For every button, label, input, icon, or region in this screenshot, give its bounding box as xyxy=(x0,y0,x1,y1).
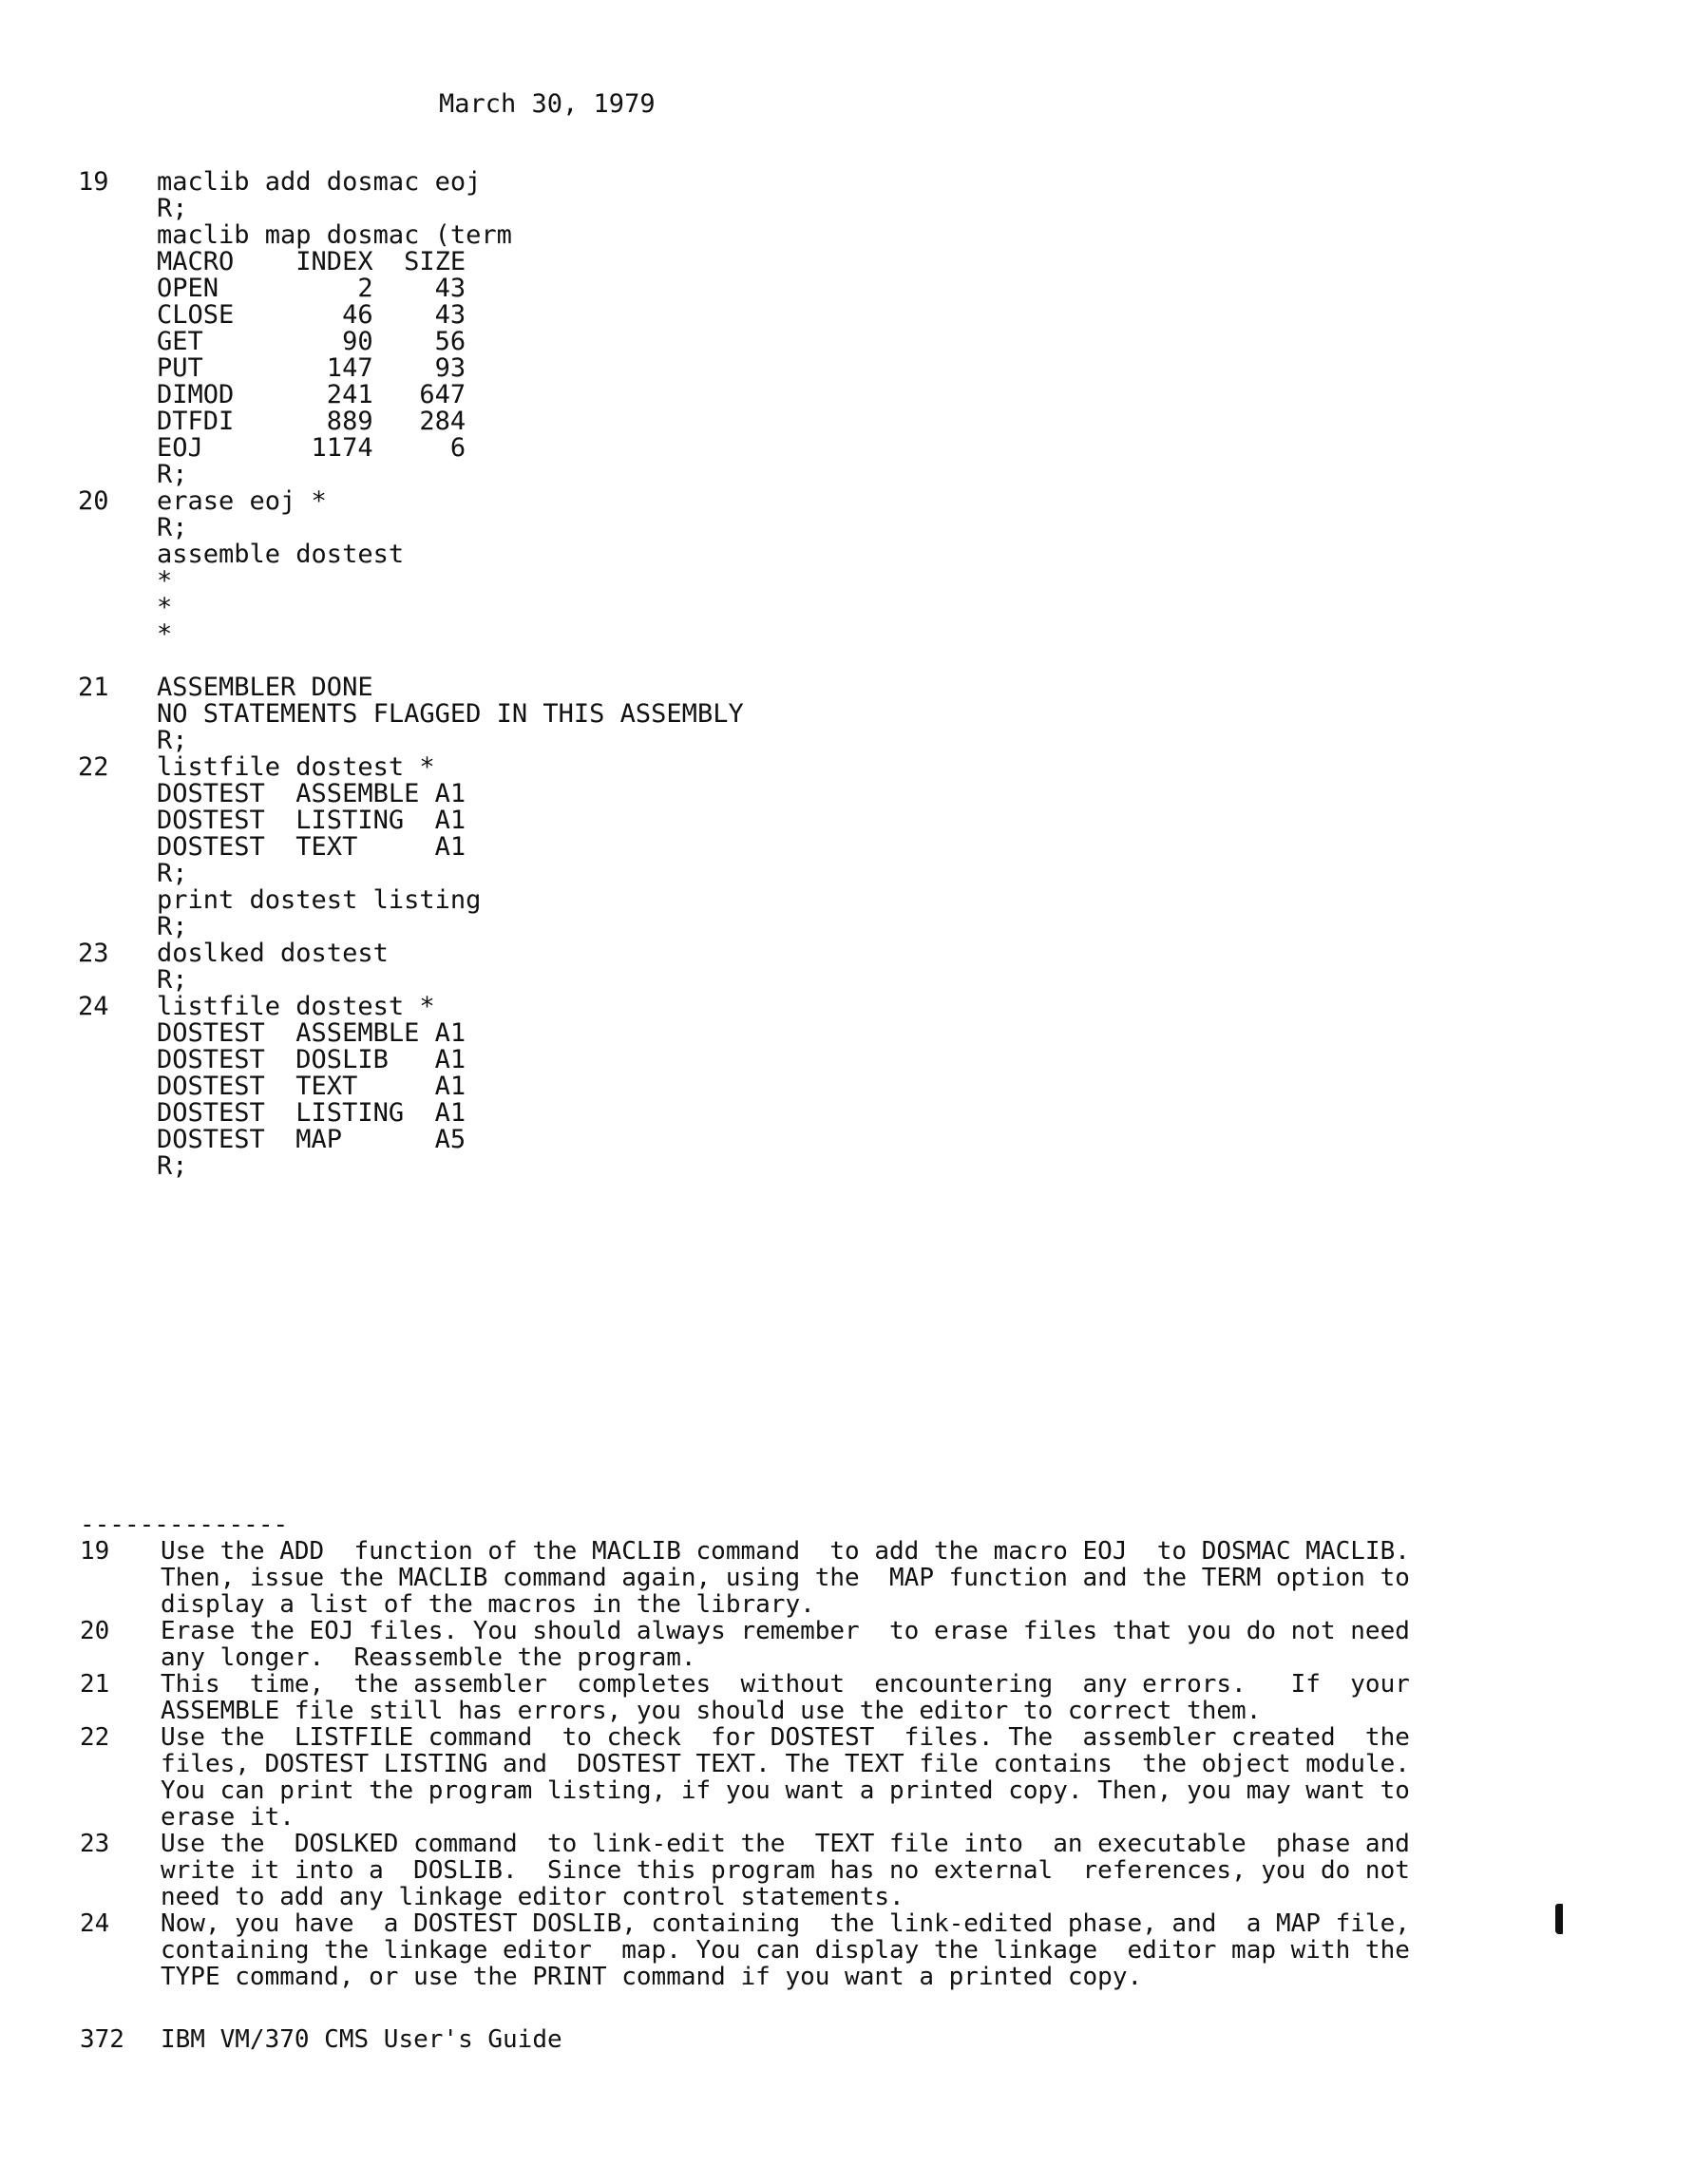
terminal-line xyxy=(78,1153,744,1180)
note-line: Then, issue the MACLIB command again, using the MAP function and the TERM option to xyxy=(161,1564,1410,1592)
step-number xyxy=(78,275,157,302)
note-item xyxy=(80,1618,1567,1671)
terminal-line xyxy=(78,408,744,435)
page-number: 372 xyxy=(80,2025,124,2054)
terminal-line xyxy=(78,488,744,515)
note-line: Use the DOSLKED command to link-edit the TEXT file into an executable phase and xyxy=(161,1830,1410,1858)
terminal-text: CLOSE 46 43 xyxy=(157,300,466,330)
step-number xyxy=(78,1153,157,1180)
step-number xyxy=(78,196,157,222)
terminal-text: erase eoj * xyxy=(157,486,327,516)
terminal-line xyxy=(78,994,744,1020)
terminal-text: MACRO INDEX SIZE xyxy=(157,247,466,276)
step-number xyxy=(78,887,157,914)
terminal-line xyxy=(78,887,744,914)
step-number: 23 xyxy=(78,939,109,968)
step-number xyxy=(78,408,157,435)
step-number: 24 xyxy=(78,992,109,1021)
step-number xyxy=(78,648,157,674)
terminal-line xyxy=(78,196,744,222)
step-number xyxy=(78,621,157,648)
step-number xyxy=(78,1127,157,1153)
step-number xyxy=(78,834,157,861)
terminal-line xyxy=(78,781,744,807)
terminal-text: R; xyxy=(157,194,188,223)
terminal-text: assemble dostest xyxy=(157,540,405,569)
step-number: 21 xyxy=(78,673,109,702)
note-item xyxy=(80,1831,1567,1910)
terminal-line xyxy=(78,807,744,834)
terminal-line xyxy=(78,222,744,249)
step-number xyxy=(78,1020,157,1047)
terminal-text: OPEN 2 43 xyxy=(157,274,466,303)
terminal-line xyxy=(78,568,744,595)
note-number: 24 xyxy=(80,1909,110,1938)
terminal-line xyxy=(78,648,744,674)
note-line: need to add any linkage editor control statements. xyxy=(161,1883,904,1911)
terminal-text: listfile dostest * xyxy=(157,752,435,782)
step-number xyxy=(78,249,157,275)
terminal-text: DOSTEST MAP A5 xyxy=(157,1125,466,1154)
terminal-text: DOSTEST DOSLIB A1 xyxy=(157,1045,466,1074)
step-number xyxy=(78,329,157,355)
note-text xyxy=(161,1538,1567,1618)
explanatory-notes xyxy=(80,1511,1567,1990)
step-number xyxy=(78,435,157,462)
terminal-line xyxy=(78,275,744,302)
note-line: write it into a DOSLIB. Since this program has no external references, you do not xyxy=(161,1856,1410,1885)
note-text xyxy=(161,1671,1567,1724)
terminal-text: * xyxy=(157,593,173,622)
note-line: Erase the EOJ files. You should always remember to erase files that you do not need xyxy=(161,1617,1410,1645)
step-number: 22 xyxy=(78,752,109,782)
terminal-line xyxy=(78,1020,744,1047)
terminal-line xyxy=(78,1047,744,1073)
step-number xyxy=(78,861,157,887)
notes-list xyxy=(80,1538,1567,1990)
terminal-text: DTFDI 889 284 xyxy=(157,407,466,436)
step-number xyxy=(78,515,157,541)
terminal-text: maclib map dosmac (term xyxy=(157,220,512,250)
note-line: any longer. Reassemble the program. xyxy=(161,1643,696,1672)
terminal-line xyxy=(78,728,744,754)
note-item xyxy=(80,1538,1567,1618)
terminal-line xyxy=(78,834,744,861)
note-line: files, DOSTEST LISTING and DOSTEST TEXT. The TEXT file contains the object module. xyxy=(161,1750,1410,1778)
terminal-line xyxy=(78,595,744,621)
note-item xyxy=(80,1671,1567,1724)
step-number xyxy=(78,382,157,408)
step-number xyxy=(78,222,157,249)
terminal-text: NO STATEMENTS FLAGGED IN THIS ASSEMBLY xyxy=(157,699,744,729)
book-title: IBM VM/370 CMS User's Guide xyxy=(161,2025,562,2054)
terminal-text: ASSEMBLER DONE xyxy=(157,673,373,702)
terminal-text: R; xyxy=(157,513,188,542)
terminal-text: * xyxy=(157,566,173,596)
note-line: Now, you have a DOSTEST DOSLIB, containing the link-edited phase, and a MAP file, xyxy=(161,1909,1410,1938)
terminal-line xyxy=(78,861,744,887)
step-number xyxy=(78,302,157,329)
terminal-line xyxy=(78,940,744,967)
note-number: 20 xyxy=(80,1617,110,1645)
terminal-text: DOSTEST ASSEMBLE A1 xyxy=(157,1018,466,1048)
terminal-text: DOSTEST ASSEMBLE A1 xyxy=(157,779,466,808)
terminal-text: * xyxy=(157,619,173,649)
note-line: You can print the program listing, if you want a printed copy. Then, you may want to xyxy=(161,1776,1410,1805)
terminal-line xyxy=(78,967,744,994)
terminal-line xyxy=(78,754,744,781)
step-number xyxy=(78,1047,157,1073)
terminal-text: DOSTEST LISTING A1 xyxy=(157,1098,466,1128)
terminal-line xyxy=(78,462,744,488)
terminal-line xyxy=(78,1127,744,1153)
terminal-line xyxy=(78,1073,744,1100)
step-number xyxy=(78,701,157,728)
scan-edge-mark xyxy=(1555,1904,1563,1934)
step-number xyxy=(78,781,157,807)
terminal-line xyxy=(78,355,744,382)
note-line: Use the LISTFILE command to check for DOSTEST files. The assembler created the xyxy=(161,1723,1410,1752)
step-number xyxy=(78,462,157,488)
note-line: ASSEMBLE file still has errors, you should use the editor to correct them. xyxy=(161,1697,1262,1725)
step-number xyxy=(78,807,157,834)
step-number xyxy=(78,355,157,382)
terminal-text: R; xyxy=(157,859,188,888)
note-line: TYPE command, or use the PRINT command if you want a printed copy. xyxy=(161,1963,1143,1991)
terminal-text: DOSTEST TEXT A1 xyxy=(157,1072,466,1101)
page-date: March 30, 1979 xyxy=(439,89,656,119)
terminal-text: PUT 147 93 xyxy=(157,353,466,383)
terminal-text: EOJ 1174 6 xyxy=(157,433,466,463)
terminal-session xyxy=(78,169,744,1180)
step-number xyxy=(78,914,157,940)
note-number: 22 xyxy=(80,1723,110,1752)
note-number: 23 xyxy=(80,1830,110,1858)
terminal-line xyxy=(78,302,744,329)
terminal-line xyxy=(78,541,744,568)
note-item xyxy=(80,1910,1567,1990)
step-number xyxy=(78,1100,157,1127)
terminal-line xyxy=(78,1100,744,1127)
terminal-text: GET 90 56 xyxy=(157,327,466,356)
terminal-text: R; xyxy=(157,912,188,941)
terminal-text: DOSTEST TEXT A1 xyxy=(157,832,466,862)
note-line: containing the linkage editor map. You can display the linkage editor map with the xyxy=(161,1936,1410,1965)
terminal-line xyxy=(78,914,744,940)
terminal-line xyxy=(78,329,744,355)
terminal-text: listfile dostest * xyxy=(157,992,435,1021)
note-item xyxy=(80,1724,1567,1831)
page-footer xyxy=(80,2025,562,2054)
note-line: Use the ADD function of the MACLIB command to add the macro EOJ to DOSMAC MACLIB. xyxy=(161,1537,1410,1566)
terminal-text: R; xyxy=(157,965,188,995)
terminal-text: R; xyxy=(157,726,188,755)
step-number xyxy=(78,541,157,568)
note-line: erase it. xyxy=(161,1803,295,1832)
notes-separator: -------------- xyxy=(80,1510,289,1539)
step-number xyxy=(78,1073,157,1100)
step-number: 19 xyxy=(78,167,109,197)
terminal-line xyxy=(78,674,744,701)
terminal-text: maclib add dosmac eoj xyxy=(157,167,482,197)
note-text xyxy=(161,1724,1567,1831)
step-number xyxy=(78,595,157,621)
note-text xyxy=(161,1618,1567,1671)
note-line: This time, the assembler completes without encountering any errors. If your xyxy=(161,1670,1410,1699)
note-line: display a list of the macros in the library. xyxy=(161,1590,815,1619)
terminal-text: doslked dostest xyxy=(157,939,389,968)
step-number xyxy=(78,568,157,595)
terminal-text: R; xyxy=(157,460,188,489)
terminal-text: DIMOD 241 647 xyxy=(157,380,466,409)
note-text xyxy=(161,1831,1567,1910)
note-number: 19 xyxy=(80,1537,110,1566)
note-text xyxy=(161,1910,1567,1990)
step-number: 20 xyxy=(78,486,109,516)
step-number xyxy=(78,728,157,754)
terminal-line xyxy=(78,621,744,648)
terminal-text: R; xyxy=(157,1151,188,1181)
terminal-text: DOSTEST LISTING A1 xyxy=(157,806,466,835)
step-number xyxy=(78,967,157,994)
terminal-line xyxy=(78,382,744,408)
terminal-line xyxy=(78,701,744,728)
terminal-line xyxy=(78,169,744,196)
terminal-line xyxy=(78,515,744,541)
terminal-line xyxy=(78,249,744,275)
note-number: 21 xyxy=(80,1670,110,1699)
terminal-line xyxy=(78,435,744,462)
terminal-text: print dostest listing xyxy=(157,885,482,915)
